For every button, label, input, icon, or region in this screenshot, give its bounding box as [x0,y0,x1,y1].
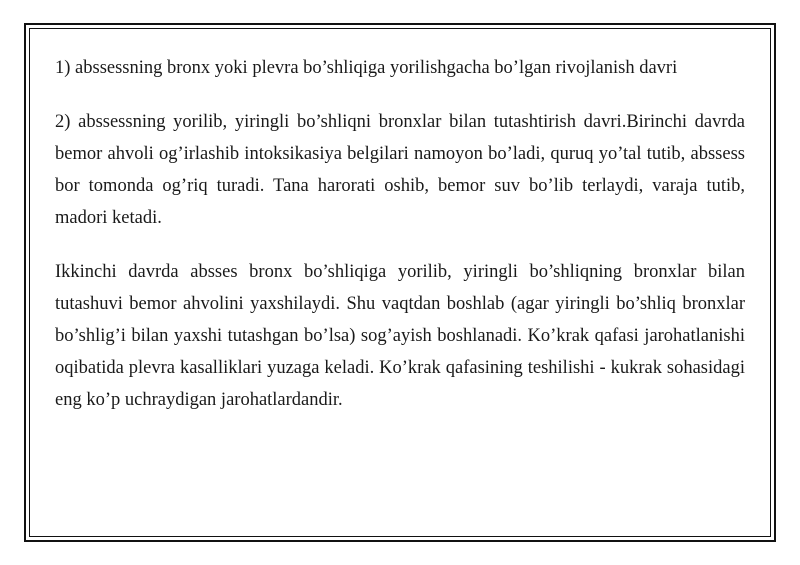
paragraph-stage-one: 1) abssessning bronx yoki plevra bo’shliqiga yorilishgacha bo’lgan rivojlanish davri [55,58,678,78]
paragraph-stage-two: 2) abssessning yorilib, yiringli bo’shliqni bronxlar bilan tutashtirish davri.Birinchi davrda bemor ahvoli og’irlashib intoksikasiya belgilari namoyon bo’ladi, quruq yo’tal tutib, abssess bor tomonda og’riq turadi. Tana harorati oshib, bemor suv bo’lib terlaydi, varaja tutib, madori ketadi. [55,112,745,228]
document-body [55,52,745,416]
paragraph-second-period: Ikkinchi davrda absses bronx bo’shliqiga yorilib, yiringli bo’shliqning bronxlar bilan tutashuvi bemor ahvolini yaxshilaydi. Shu vaqtdan boshlab (agar yiringli bo’shliq bronxlar bo’shlig’i bilan yaxshi tutashgan bo’lsa) sog’ayish boshlanadi. Ko’krak qafasi jarohatlanishi oqibatida plevra kasalliklari yuzaga keladi. Ko’krak qafasining teshilishi - kukrak sohasidagi eng ko’p uchraydigan jarohatlardandir. [55,262,745,410]
